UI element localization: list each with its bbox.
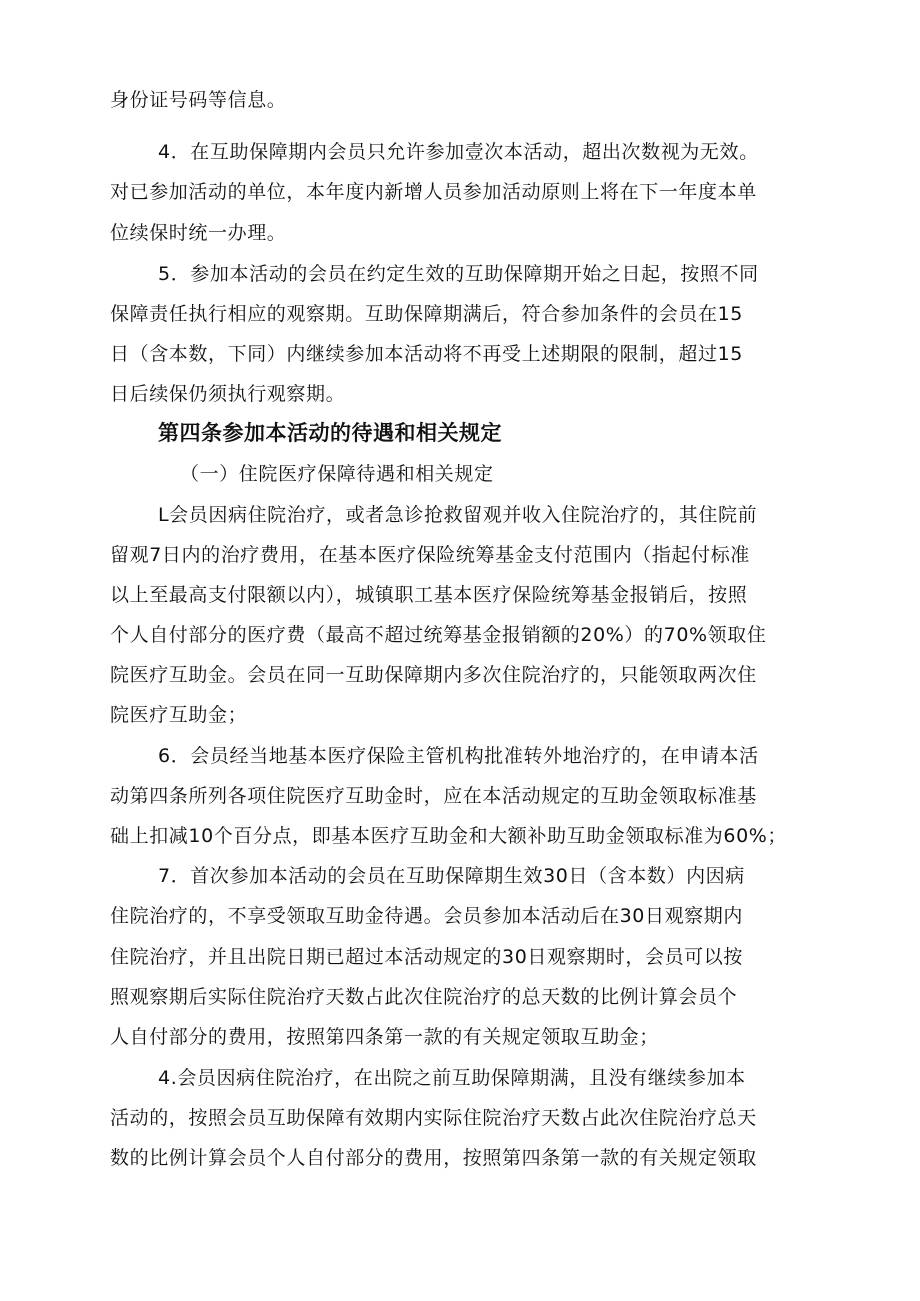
text-line: 对已参加活动的单位，本年度内新增人员参加活动原则上将在下一年度本单: [110, 181, 757, 203]
text-line: 4．在互助保障期内会员只允许参加壹次本活动，超出次数视为无效。: [158, 141, 759, 163]
text-line: 身份证号码等信息。: [110, 89, 287, 111]
section-heading: 第四条参加本活动的待遇和相关规定: [158, 421, 502, 445]
text-line: 个人自付部分的医疗费（最高不超过统筹基金报销额的20%）的70%领取住: [110, 624, 767, 646]
text-line: 活动的，按照会员互助保障有效期内实际住院治疗天数占此次住院治疗总天: [110, 1107, 757, 1129]
text-line: 5．参加本活动的会员在约定生效的互助保障期开始之日起，按照不同: [158, 263, 759, 285]
text-line: 动第四条所列各项住院医疗互助金时，应在本活动规定的互助金领取标准基: [110, 785, 757, 807]
text-line: 日后续保仍须执行观察期。: [110, 383, 346, 405]
text-line: 留观7日内的治疗费用，在基本医疗保险统筹基金支付范围内（指起付标准: [110, 544, 750, 566]
text-line: 础上扣减10个百分点，即基本医疗互助金和大额补助互助金领取标准为60%；: [110, 825, 788, 847]
text-line: 住院治疗的，不享受领取互助金待遇。会员参加本活动后在30日观察期内: [110, 905, 743, 927]
text-line: 数的比例计算会员个人自付部分的费用，按照第四条第一款的有关规定领取: [110, 1147, 757, 1169]
text-line: 人自付部分的费用，按照第四条第一款的有关规定领取互助金；: [110, 1026, 659, 1048]
text-line: 保障责任执行相应的观察期。互助保障期满后，符合参加条件的会员在15: [110, 303, 743, 325]
text-line: 院医疗互助金。会员在同一互助保障期内多次住院治疗的，只能领取两次住: [110, 664, 757, 686]
text-line: 日（含本数，下同）内继续参加本活动将不再受上述期限的限制，超过15: [110, 343, 743, 365]
text-line: 照观察期后实际住院治疗天数占此次住院治疗的总天数的比例计算会员个: [110, 986, 738, 1008]
text-line: 院医疗互助金；: [110, 704, 248, 726]
text-line: 位续保时统一办理。: [110, 222, 287, 244]
text-line: 4.会员因病住院治疗，在出院之前互助保障期满，且没有继续参加本: [158, 1067, 746, 1089]
text-line: 7．首次参加本活动的会员在互助保障期生效30日（含本数）内因病: [158, 865, 745, 887]
text-line: 以上至最高支付限额以内），城镇职工基本医疗保险统筹基金报销后，按照: [110, 584, 748, 606]
subsection-heading: （一）住院医疗保障待遇和相关规定: [180, 463, 494, 485]
text-line: L会员因病住院治疗，或者急诊抢救留观并收入住院治疗的，其住院前: [158, 504, 758, 526]
text-line: 6．会员经当地基本医疗保险主管机构批准转外地治疗的，在申请本活: [158, 745, 759, 767]
text-line: 住院治疗，并且出院日期已超过本活动规定的30日观察期时，会员可以按: [110, 946, 743, 968]
